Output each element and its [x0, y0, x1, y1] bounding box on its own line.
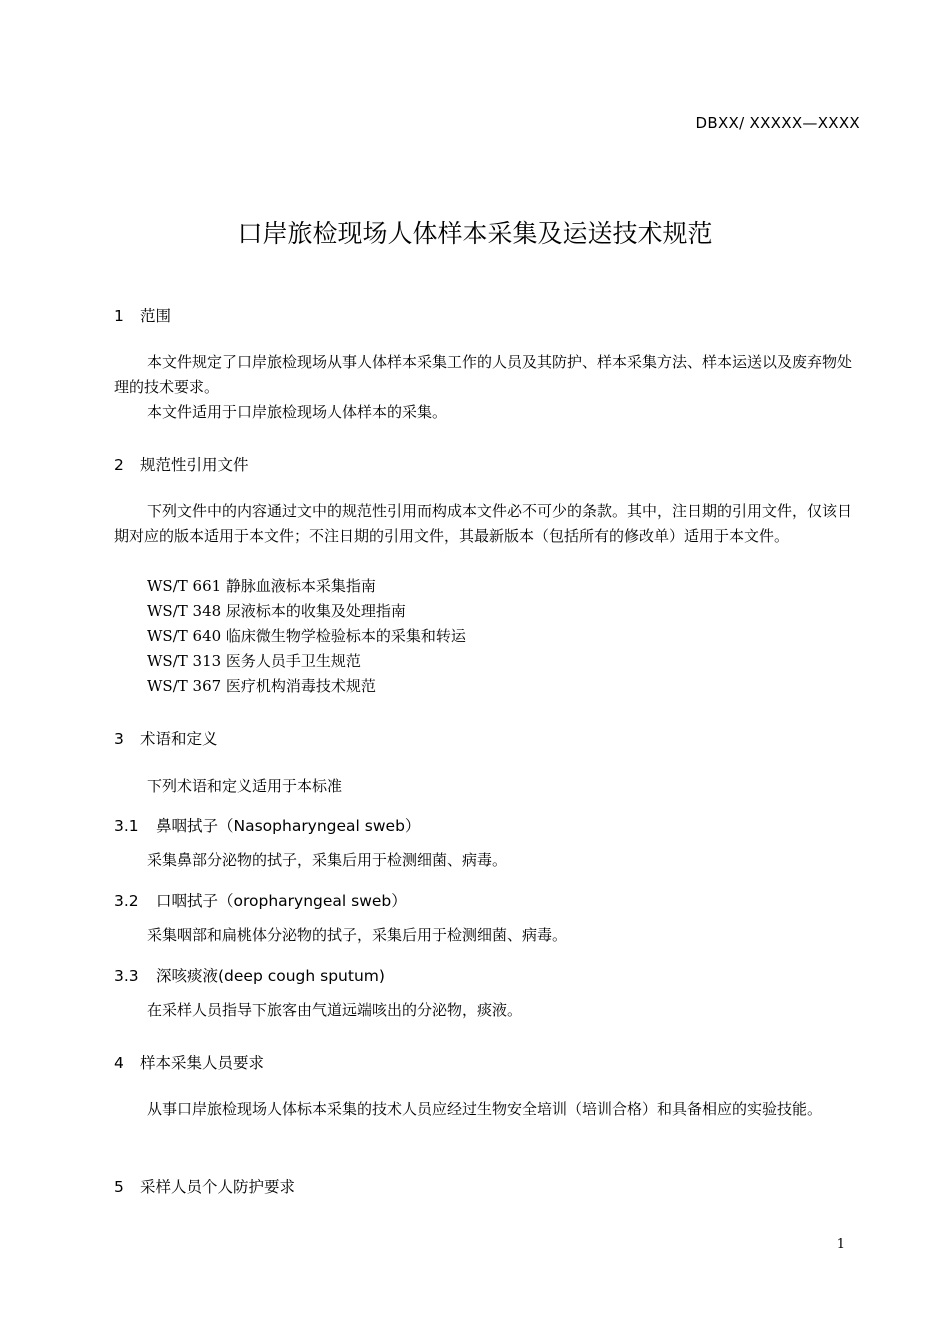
reference-item: WS/T 367 医疗机构消毒技术规范	[147, 677, 376, 695]
term-number: 3.3	[114, 967, 139, 985]
term-heading	[114, 814, 420, 836]
section-title: 规范性引用文件	[140, 456, 249, 474]
term-number: 3.1	[114, 817, 139, 835]
section-number: 2	[114, 456, 124, 474]
section-title: 范围	[140, 307, 172, 325]
section-title: 采样人员个人防护要求	[140, 1178, 296, 1196]
paragraph: 从事口岸旅检现场人体标本采集的技术人员应经过生物安全培训（培训合格）和具备相应的实验技能。	[147, 1100, 823, 1118]
reference-item: WS/T 313 医务人员手卫生规范	[147, 652, 361, 670]
reference-item: WS/T 661 静脉血液标本采集指南	[147, 577, 376, 595]
section-5-heading	[114, 1175, 295, 1197]
paragraph: 下列文件中的内容通过文中的规范性引用而构成本文件必不可少的条款。其中，注日期的引用文件，仅该日期对应的版本适用于本文件；不注日期的引用文件，其最新版本（包括所有的修改单）适用于本文件。	[114, 502, 853, 545]
term-heading	[114, 889, 407, 911]
page-title: 口岸旅检现场人体样本采集及运送技术规范	[237, 219, 713, 248]
page-number: 1	[836, 1237, 845, 1252]
reference-item: WS/T 348 尿液标本的收集及处理指南	[147, 602, 406, 620]
section-number: 5	[114, 1178, 124, 1196]
term-title: 深咳痰液(deep cough sputum)	[156, 967, 385, 985]
term-number: 3.2	[114, 892, 139, 910]
section-3-heading	[114, 727, 218, 749]
term-heading	[114, 964, 385, 986]
term-definition: 采集鼻部分泌物的拭子，采集后用于检测细菌、病毒。	[147, 851, 508, 869]
section-title: 样本采集人员要求	[140, 1054, 265, 1072]
section-title: 术语和定义	[140, 730, 218, 748]
section-number: 3	[114, 730, 124, 748]
term-definition: 采集咽部和扁桃体分泌物的拭子，采集后用于检测细菌、病毒。	[147, 926, 568, 944]
section-1-heading	[114, 304, 171, 326]
document-number: DBXX/ XXXXX—XXXX	[695, 114, 860, 132]
section-number: 1	[114, 307, 124, 325]
term-title: 口咽拭子（oropharyngeal sweb）	[156, 892, 407, 910]
section-2-heading	[114, 453, 249, 475]
reference-item: WS/T 640 临床微生物学检验标本的采集和转运	[147, 627, 466, 645]
term-title: 鼻咽拭子（Nasopharyngeal sweb）	[156, 817, 421, 835]
paragraph: 本文件规定了口岸旅检现场从事人体样本采集工作的人员及其防护、样本采集方法、样本运送以及废弃物处理的技术要求。	[114, 353, 853, 396]
paragraph: 下列术语和定义适用于本标准	[147, 777, 343, 795]
paragraph: 本文件适用于口岸旅检现场人体样本的采集。	[147, 403, 448, 421]
section-4-heading	[114, 1051, 264, 1073]
section-number: 4	[114, 1054, 124, 1072]
term-definition: 在采样人员指导下旅客由气道远端咳出的分泌物，痰液。	[147, 1001, 523, 1019]
